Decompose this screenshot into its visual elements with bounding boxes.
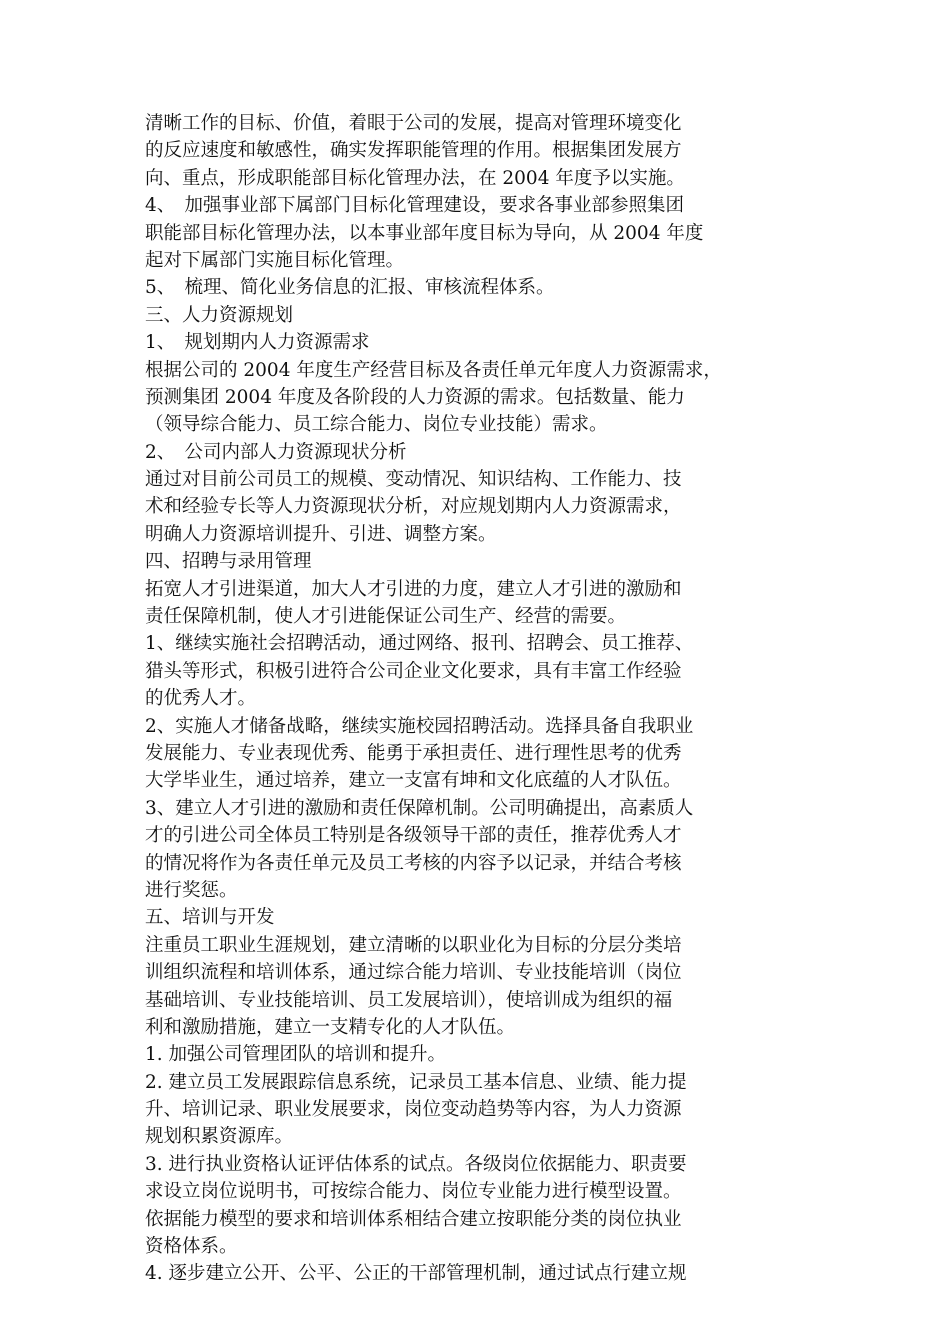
text-line: （领导综合能力、员工综合能力、岗位专业技能）需求。 — [145, 414, 608, 436]
text-line: 注重员工职业生涯规划，建立清晰的以职业化为目标的分层分类培 — [145, 934, 682, 956]
section-heading: 四、招聘与录用管理 — [145, 551, 312, 573]
list-item-line: 3. 进行执业资格认证评估体系的试点。各级岗位依据能力、职责要 — [145, 1153, 687, 1175]
text-line: 资格体系。 — [145, 1236, 238, 1258]
text-line: 的情况将作为各责任单元及员工考核的内容予以记录，并结合考核 — [145, 852, 682, 874]
text-line: 基础培训、专业技能培训、员工发展培训），使培训成为组织的福 — [145, 989, 673, 1011]
list-item-line: 1. 加强公司管理团队的培训和提升。 — [145, 1044, 447, 1066]
text-line: 大学毕业生，通过培养，建立一支富有坤和文化底蕴的人才队伍。 — [145, 770, 682, 792]
text-line: 起对下属部门实施目标化管理。 — [145, 249, 405, 271]
text-line: 通过对目前公司员工的规模、变动情况、知识结构、工作能力、技 — [145, 469, 682, 491]
subsection-heading: 2、 公司内部人力资源现状分析 — [145, 441, 407, 463]
text-line: 利和激励措施，建立一支精专化的人才队伍。 — [145, 1016, 516, 1038]
list-item-line: 1、继续实施社会招聘活动，通过网络、报刊、招聘会、员工推荐、 — [145, 633, 694, 655]
text-line: 向、重点，形成职能部目标化管理办法，在 2004 年度予以实施。 — [145, 167, 685, 189]
text-line: 职能部目标化管理办法，以本事业部年度目标为导向，从 2004 年度 — [145, 222, 704, 244]
text-line: 依据能力模型的要求和培训体系相结合建立按职能分类的岗位执业 — [145, 1208, 682, 1230]
text-line: 发展能力、专业表现优秀、能勇于承担责任、进行理性思考的优秀 — [145, 742, 682, 764]
section-heading: 三、人力资源规划 — [145, 304, 294, 326]
text-line: 升、培训记录、职业发展要求，岗位变动趋势等内容，为人力资源 — [145, 1099, 682, 1121]
text-line: 训组织流程和培训体系，通过综合能力培训、专业技能培训（岗位 — [145, 962, 682, 984]
section-heading: 五、培训与开发 — [145, 907, 275, 929]
text-line: 预测集团 2004 年度及各阶段的人力资源的需求。包括数量、能力 — [145, 386, 685, 408]
list-item-line: 5、 梳理、简化业务信息的汇报、审核流程体系。 — [145, 277, 555, 299]
text-line: 拓宽人才引进渠道，加大人才引进的力度，建立人才引进的激励和 — [145, 578, 682, 600]
list-item-line: 2、实施人才储备战略，继续实施校园招聘活动。选择具备自我职业 — [145, 715, 694, 737]
text-line: 规划积累资源库。 — [145, 1126, 294, 1148]
list-item-line: 3、建立人才引进的激励和责任保障机制。公司明确提出，高素质人 — [145, 797, 694, 819]
text-line: 根据公司的 2004 年度生产经营目标及各责任单元年度人力资源需求， — [145, 359, 722, 381]
text-line: 责任保障机制，使人才引进能保证公司生产、经营的需要。 — [145, 606, 627, 628]
document-body — [145, 110, 815, 1288]
text-line: 术和经验专长等人力资源现状分析，对应规划期内人力资源需求， — [145, 496, 682, 518]
text-line: 的优秀人才。 — [145, 688, 257, 710]
text-line: 的反应速度和敏感性，确实发挥职能管理的作用。根据集团发展方 — [145, 140, 682, 162]
list-item-line: 4. 逐步建立公开、公平、公正的干部管理机制，通过试点行建立规 — [145, 1263, 687, 1285]
subsection-heading: 1、 规划期内人力资源需求 — [145, 332, 370, 354]
list-item-line: 4、 加强事业部下属部门目标化管理建设，要求各事业部参照集团 — [145, 195, 685, 217]
list-item-line: 2. 建立员工发展跟踪信息系统，记录员工基本信息、业绩、能力提 — [145, 1071, 687, 1093]
text-line: 清晰工作的目标、价值，着眼于公司的发展，提高对管理环境变化 — [145, 113, 682, 134]
text-line: 明确人力资源培训提升、引进、调整方案。 — [145, 523, 497, 545]
text-line: 求设立岗位说明书，可按综合能力、岗位专业能力进行模型设置。 — [145, 1181, 682, 1203]
text-line: 猎头等形式，积极引进符合公司企业文化要求，具有丰富工作经验 — [145, 660, 682, 682]
text-line: 才的引进公司全体员工特别是各级领导干部的责任，推荐优秀人才 — [145, 825, 682, 847]
text-line: 进行奖惩。 — [145, 879, 238, 901]
